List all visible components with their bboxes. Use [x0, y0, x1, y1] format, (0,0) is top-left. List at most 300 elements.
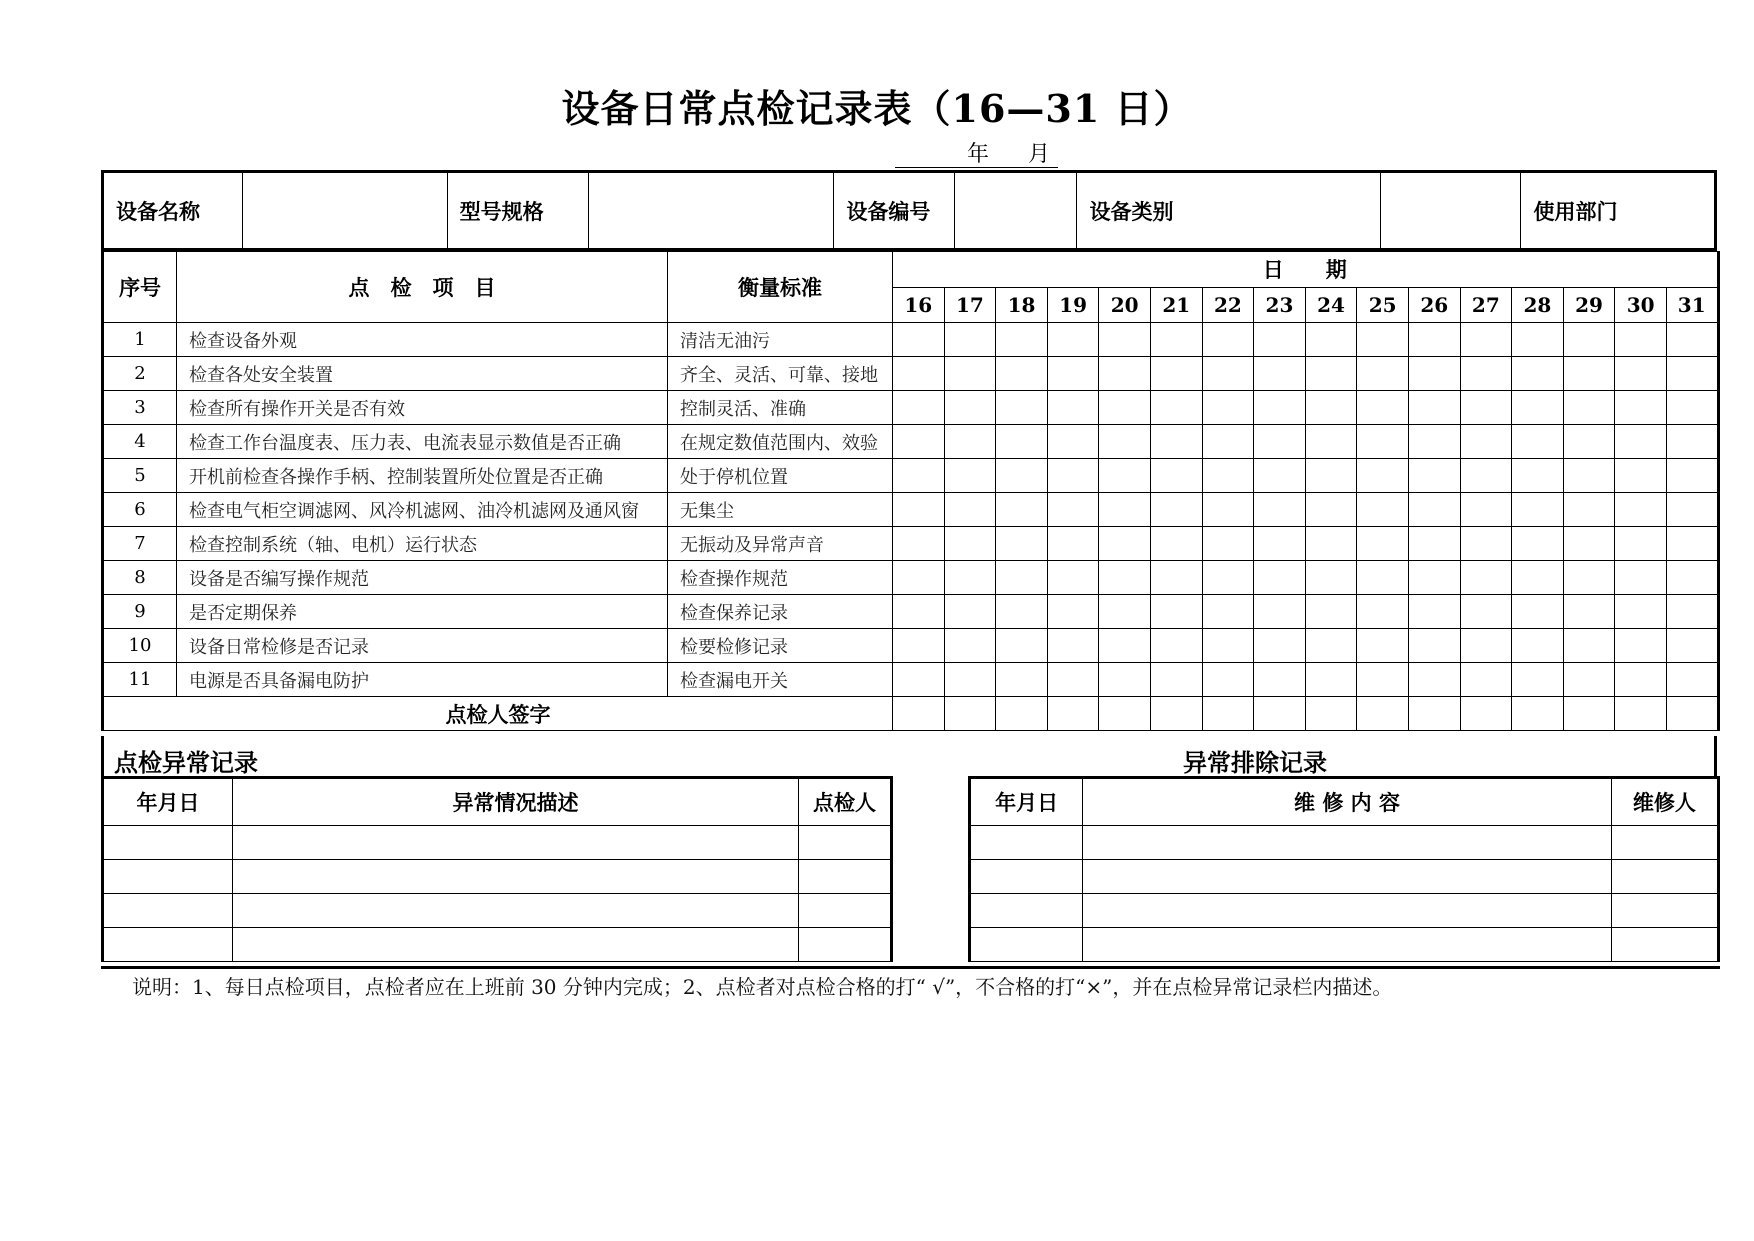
inspection-item: 检查设备外观	[177, 323, 668, 357]
check-cell-day-26[interactable]	[1408, 323, 1460, 357]
check-cell-day-23[interactable]	[1254, 459, 1306, 493]
check-cell-day-23[interactable]	[1254, 595, 1306, 629]
check-cell-day-22[interactable]	[1202, 357, 1254, 391]
check-cell-day-28[interactable]	[1512, 561, 1564, 595]
check-cell-day-17[interactable]	[944, 527, 996, 561]
measure-standard: 齐全、灵活、可靠、接地	[668, 357, 893, 391]
signature-cell-day-19[interactable]	[1047, 697, 1099, 731]
repair-repairer-cell[interactable]	[1611, 894, 1718, 928]
check-cell-day-25[interactable]	[1357, 323, 1409, 357]
check-cell-day-31[interactable]	[1666, 391, 1718, 425]
checklist-row	[103, 391, 1719, 425]
signature-row	[103, 697, 1719, 731]
check-cell-day-24[interactable]	[1305, 425, 1357, 459]
check-cell-day-20[interactable]	[1099, 323, 1151, 357]
check-cell-day-22[interactable]	[1202, 323, 1254, 357]
check-cell-day-17[interactable]	[944, 663, 996, 697]
check-cell-day-30[interactable]	[1615, 459, 1667, 493]
check-cell-day-29[interactable]	[1563, 527, 1615, 561]
check-cell-day-19[interactable]	[1047, 527, 1099, 561]
check-cell-day-22[interactable]	[1202, 425, 1254, 459]
checklist-row	[103, 663, 1719, 697]
check-cell-day-19[interactable]	[1047, 493, 1099, 527]
exception-inspector-cell[interactable]	[799, 928, 892, 962]
check-cell-day-23[interactable]	[1254, 561, 1306, 595]
measure-standard: 检要检修记录	[668, 629, 893, 663]
date-header: 日 期	[893, 252, 1719, 288]
instructions-note: 说明：1、每日点检项目，点检者应在上班前 30 分钟内完成；2、点检者对点检合格的打“ √”，不合格的打“×”，并在点检异常记录栏内描述。	[132, 975, 1393, 999]
check-cell-day-17[interactable]	[944, 425, 996, 459]
check-cell-day-28[interactable]	[1512, 459, 1564, 493]
check-cell-day-25[interactable]	[1357, 527, 1409, 561]
check-cell-day-30[interactable]	[1615, 663, 1667, 697]
signature-cell-day-16[interactable]	[893, 697, 945, 731]
check-cell-day-16[interactable]	[893, 323, 945, 357]
check-cell-day-24[interactable]	[1305, 357, 1357, 391]
repair-row	[970, 826, 1719, 860]
check-cell-day-30[interactable]	[1615, 323, 1667, 357]
seq-header: 序号	[103, 252, 177, 323]
inspection-item: 开机前检查各操作手柄、控制装置所处位置是否正确	[177, 459, 668, 493]
check-cell-day-16[interactable]	[893, 425, 945, 459]
check-cell-day-28[interactable]	[1512, 493, 1564, 527]
check-cell-day-27[interactable]	[1460, 595, 1512, 629]
check-cell-day-20[interactable]	[1099, 629, 1151, 663]
check-cell-day-24[interactable]	[1305, 527, 1357, 561]
standard-header: 衡量标准	[668, 252, 893, 323]
check-cell-day-26[interactable]	[1408, 459, 1460, 493]
check-cell-day-17[interactable]	[944, 323, 996, 357]
exception-date-cell[interactable]	[103, 826, 233, 860]
repair-content-cell[interactable]	[1083, 894, 1611, 928]
check-cell-day-23[interactable]	[1254, 493, 1306, 527]
model-spec-field[interactable]	[589, 172, 834, 250]
repair-content-header: 维 修 内 容	[1083, 778, 1611, 826]
inspection-item: 设备日常检修是否记录	[177, 629, 668, 663]
checklist-row	[103, 425, 1719, 459]
inspection-item: 检查电气柜空调滤网、风冷机滤网、油冷机滤网及通风窗	[177, 493, 668, 527]
check-cell-day-21[interactable]	[1150, 459, 1202, 493]
check-cell-day-16[interactable]	[893, 561, 945, 595]
check-cell-day-22[interactable]	[1202, 459, 1254, 493]
check-cell-day-19[interactable]	[1047, 459, 1099, 493]
check-cell-day-16[interactable]	[893, 391, 945, 425]
equipment-no-field[interactable]	[955, 172, 1077, 250]
check-cell-day-31[interactable]	[1666, 323, 1718, 357]
check-cell-day-19[interactable]	[1047, 663, 1099, 697]
check-cell-day-16[interactable]	[893, 459, 945, 493]
check-cell-day-31[interactable]	[1666, 493, 1718, 527]
year-label: 年	[967, 142, 990, 167]
check-cell-day-16[interactable]	[893, 493, 945, 527]
day-header-27: 27	[1460, 287, 1512, 323]
repair-row	[970, 928, 1719, 962]
day-header-28: 28	[1512, 287, 1564, 323]
check-cell-day-17[interactable]	[944, 629, 996, 663]
repair-date-cell[interactable]	[970, 860, 1083, 894]
exception-row	[103, 826, 892, 860]
check-cell-day-24[interactable]	[1305, 493, 1357, 527]
check-cell-day-28[interactable]	[1512, 357, 1564, 391]
check-cell-day-19[interactable]	[1047, 391, 1099, 425]
day-header-25: 25	[1357, 287, 1409, 323]
exception-description-cell[interactable]	[233, 894, 799, 928]
repair-date-cell[interactable]	[970, 928, 1083, 962]
check-cell-day-21[interactable]	[1150, 527, 1202, 561]
model-spec-label: 型号规格	[447, 172, 589, 250]
check-cell-day-28[interactable]	[1512, 595, 1564, 629]
check-cell-day-28[interactable]	[1512, 425, 1564, 459]
check-cell-day-31[interactable]	[1666, 459, 1718, 493]
checklist-row	[103, 357, 1719, 391]
signature-cell-day-21[interactable]	[1150, 697, 1202, 731]
signature-cell-day-30[interactable]	[1615, 697, 1667, 731]
measure-standard: 在规定数值范围内、效验	[668, 425, 893, 459]
measure-standard: 检查保养记录	[668, 595, 893, 629]
check-cell-day-30[interactable]	[1615, 595, 1667, 629]
inspection-item: 设备是否编写操作规范	[177, 561, 668, 595]
exception-description-cell[interactable]	[233, 826, 799, 860]
check-cell-day-20[interactable]	[1099, 595, 1151, 629]
check-cell-day-30[interactable]	[1615, 527, 1667, 561]
check-cell-day-31[interactable]	[1666, 561, 1718, 595]
year-month-line[interactable]	[895, 137, 1058, 168]
equipment-no-label: 设备编号	[834, 172, 955, 250]
check-cell-day-19[interactable]	[1047, 595, 1099, 629]
measure-standard: 无振动及异常声音	[668, 527, 893, 561]
check-cell-day-28[interactable]	[1512, 629, 1564, 663]
exception-description-cell[interactable]	[233, 928, 799, 962]
row-number: 2	[103, 357, 177, 391]
check-cell-day-26[interactable]	[1408, 391, 1460, 425]
check-cell-day-19[interactable]	[1047, 357, 1099, 391]
day-header-16: 16	[893, 287, 945, 323]
check-cell-day-26[interactable]	[1408, 357, 1460, 391]
check-cell-day-26[interactable]	[1408, 663, 1460, 697]
row-number: 7	[103, 527, 177, 561]
check-cell-day-20[interactable]	[1099, 663, 1151, 697]
check-cell-day-31[interactable]	[1666, 357, 1718, 391]
check-cell-day-24[interactable]	[1305, 663, 1357, 697]
check-cell-day-22[interactable]	[1202, 391, 1254, 425]
check-cell-day-22[interactable]	[1202, 663, 1254, 697]
signature-cell-day-22[interactable]	[1202, 697, 1254, 731]
check-cell-day-26[interactable]	[1408, 595, 1460, 629]
day-header-30: 30	[1615, 287, 1667, 323]
check-cell-day-17[interactable]	[944, 561, 996, 595]
check-cell-day-21[interactable]	[1150, 493, 1202, 527]
check-cell-day-27[interactable]	[1460, 425, 1512, 459]
check-cell-day-24[interactable]	[1305, 459, 1357, 493]
signature-cell-day-20[interactable]	[1099, 697, 1151, 731]
check-cell-day-29[interactable]	[1563, 595, 1615, 629]
day-header-20: 20	[1099, 287, 1151, 323]
signature-cell-day-17[interactable]	[944, 697, 996, 731]
exception-date-cell[interactable]	[103, 894, 233, 928]
equipment-type-field[interactable]	[1381, 172, 1521, 250]
exception-inspector-header: 点检人	[799, 778, 892, 826]
check-cell-day-24[interactable]	[1305, 391, 1357, 425]
exception-description-cell[interactable]	[233, 860, 799, 894]
inspection-item: 检查所有操作开关是否有效	[177, 391, 668, 425]
check-cell-day-16[interactable]	[893, 357, 945, 391]
signature-cell-day-28[interactable]	[1512, 697, 1564, 731]
check-cell-day-25[interactable]	[1357, 629, 1409, 663]
checklist-row	[103, 561, 1719, 595]
inspection-item: 检查工作台温度表、压力表、电流表显示数值是否正确	[177, 425, 668, 459]
equipment-name-field[interactable]	[243, 172, 447, 250]
check-cell-day-23[interactable]	[1254, 425, 1306, 459]
row-number: 11	[103, 663, 177, 697]
check-cell-day-20[interactable]	[1099, 459, 1151, 493]
day-header-31: 31	[1666, 287, 1718, 323]
check-cell-day-30[interactable]	[1615, 629, 1667, 663]
signature-cell-day-31[interactable]	[1666, 697, 1718, 731]
check-cell-day-27[interactable]	[1460, 527, 1512, 561]
check-cell-day-30[interactable]	[1615, 425, 1667, 459]
check-cell-day-17[interactable]	[944, 459, 996, 493]
check-cell-day-27[interactable]	[1460, 323, 1512, 357]
check-cell-day-20[interactable]	[1099, 425, 1151, 459]
check-cell-day-30[interactable]	[1615, 561, 1667, 595]
day-header-18: 18	[996, 287, 1048, 323]
check-cell-day-31[interactable]	[1666, 629, 1718, 663]
check-cell-day-29[interactable]	[1563, 663, 1615, 697]
check-cell-day-21[interactable]	[1150, 425, 1202, 459]
exception-inspector-cell[interactable]	[799, 826, 892, 860]
check-cell-day-31[interactable]	[1666, 425, 1718, 459]
check-cell-day-31[interactable]	[1666, 527, 1718, 561]
check-cell-day-28[interactable]	[1512, 391, 1564, 425]
check-cell-day-18[interactable]	[996, 527, 1048, 561]
check-cell-day-23[interactable]	[1254, 629, 1306, 663]
check-cell-day-29[interactable]	[1563, 561, 1615, 595]
check-cell-day-28[interactable]	[1512, 527, 1564, 561]
check-cell-day-17[interactable]	[944, 595, 996, 629]
check-cell-day-29[interactable]	[1563, 493, 1615, 527]
day-header-22: 22	[1202, 287, 1254, 323]
repair-content-cell[interactable]	[1083, 860, 1611, 894]
check-cell-day-18[interactable]	[996, 595, 1048, 629]
check-cell-day-26[interactable]	[1408, 561, 1460, 595]
check-cell-day-19[interactable]	[1047, 629, 1099, 663]
check-cell-day-27[interactable]	[1460, 629, 1512, 663]
exception-date-header: 年月日	[103, 778, 233, 826]
check-cell-day-29[interactable]	[1563, 629, 1615, 663]
repair-content-cell[interactable]	[1083, 928, 1611, 962]
check-cell-day-23[interactable]	[1254, 527, 1306, 561]
check-cell-day-29[interactable]	[1563, 459, 1615, 493]
signature-cell-day-23[interactable]	[1254, 697, 1306, 731]
check-cell-day-23[interactable]	[1254, 323, 1306, 357]
check-cell-day-20[interactable]	[1099, 493, 1151, 527]
check-cell-day-22[interactable]	[1202, 595, 1254, 629]
signature-cell-day-27[interactable]	[1460, 697, 1512, 731]
inspection-item: 是否定期保养	[177, 595, 668, 629]
check-cell-day-21[interactable]	[1150, 629, 1202, 663]
repair-date-cell[interactable]	[970, 894, 1083, 928]
check-cell-day-25[interactable]	[1357, 459, 1409, 493]
check-cell-day-21[interactable]	[1150, 323, 1202, 357]
check-cell-day-21[interactable]	[1150, 561, 1202, 595]
exception-description-header: 异常情况描述	[233, 778, 799, 826]
row-number: 6	[103, 493, 177, 527]
check-cell-day-22[interactable]	[1202, 527, 1254, 561]
department-label: 使用部门	[1521, 172, 1716, 250]
check-cell-day-24[interactable]	[1305, 323, 1357, 357]
check-cell-day-31[interactable]	[1666, 595, 1718, 629]
exception-row	[103, 894, 892, 928]
check-cell-day-27[interactable]	[1460, 391, 1512, 425]
check-cell-day-24[interactable]	[1305, 629, 1357, 663]
check-cell-day-18[interactable]	[996, 323, 1048, 357]
checklist-row	[103, 493, 1719, 527]
signature-cell-day-26[interactable]	[1408, 697, 1460, 731]
check-cell-day-29[interactable]	[1563, 323, 1615, 357]
check-cell-day-25[interactable]	[1357, 493, 1409, 527]
check-cell-day-20[interactable]	[1099, 391, 1151, 425]
check-cell-day-21[interactable]	[1150, 663, 1202, 697]
check-cell-day-18[interactable]	[996, 357, 1048, 391]
checklist-row	[103, 629, 1719, 663]
check-cell-day-24[interactable]	[1305, 595, 1357, 629]
measure-standard: 检查漏电开关	[668, 663, 893, 697]
check-cell-day-16[interactable]	[893, 663, 945, 697]
check-cell-day-30[interactable]	[1615, 391, 1667, 425]
signature-cell-day-24[interactable]	[1305, 697, 1357, 731]
repairer-header: 维修人	[1611, 778, 1718, 826]
check-cell-day-16[interactable]	[893, 629, 945, 663]
exception-inspector-cell[interactable]	[799, 894, 892, 928]
exception-inspector-cell[interactable]	[799, 860, 892, 894]
check-cell-day-30[interactable]	[1615, 493, 1667, 527]
check-cell-day-31[interactable]	[1666, 663, 1718, 697]
check-cell-day-27[interactable]	[1460, 493, 1512, 527]
exception-date-cell[interactable]	[103, 928, 233, 962]
check-cell-day-29[interactable]	[1563, 357, 1615, 391]
check-cell-day-19[interactable]	[1047, 323, 1099, 357]
check-cell-day-17[interactable]	[944, 391, 996, 425]
check-cell-day-16[interactable]	[893, 527, 945, 561]
measure-standard: 检查操作规范	[668, 561, 893, 595]
day-header-23: 23	[1254, 287, 1306, 323]
check-cell-day-18[interactable]	[996, 391, 1048, 425]
check-cell-day-25[interactable]	[1357, 357, 1409, 391]
check-cell-day-27[interactable]	[1460, 459, 1512, 493]
check-cell-day-27[interactable]	[1460, 663, 1512, 697]
month-label: 月	[1028, 142, 1051, 167]
measure-standard: 清洁无油污	[668, 323, 893, 357]
checklist-row	[103, 323, 1719, 357]
signature-cell-day-25[interactable]	[1357, 697, 1409, 731]
item-header: 点 检 项 目	[177, 252, 668, 323]
check-cell-day-19[interactable]	[1047, 561, 1099, 595]
check-cell-day-26[interactable]	[1408, 629, 1460, 663]
check-cell-day-22[interactable]	[1202, 561, 1254, 595]
measure-standard: 无集尘	[668, 493, 893, 527]
check-cell-day-18[interactable]	[996, 629, 1048, 663]
check-cell-day-21[interactable]	[1150, 595, 1202, 629]
check-cell-day-18[interactable]	[996, 561, 1048, 595]
signature-cell-day-18[interactable]	[996, 697, 1048, 731]
check-cell-day-27[interactable]	[1460, 561, 1512, 595]
day-header-21: 21	[1150, 287, 1202, 323]
check-cell-day-18[interactable]	[996, 493, 1048, 527]
check-cell-day-17[interactable]	[944, 493, 996, 527]
checklist-row	[103, 459, 1719, 493]
check-cell-day-28[interactable]	[1512, 663, 1564, 697]
check-cell-day-21[interactable]	[1150, 391, 1202, 425]
signature-label: 点检人签字	[103, 697, 893, 731]
repair-row	[970, 894, 1719, 928]
measure-standard: 控制灵活、准确	[668, 391, 893, 425]
row-number: 3	[103, 391, 177, 425]
check-cell-day-25[interactable]	[1357, 595, 1409, 629]
inspection-item: 检查各处安全装置	[177, 357, 668, 391]
exception-row	[103, 928, 892, 962]
check-cell-day-25[interactable]	[1357, 391, 1409, 425]
row-number: 10	[103, 629, 177, 663]
check-cell-day-29[interactable]	[1563, 425, 1615, 459]
measure-standard: 处于停机位置	[668, 459, 893, 493]
check-cell-day-20[interactable]	[1099, 561, 1151, 595]
day-header-24: 24	[1305, 287, 1357, 323]
check-cell-day-20[interactable]	[1099, 357, 1151, 391]
row-number: 1	[103, 323, 177, 357]
repair-content-cell[interactable]	[1083, 826, 1611, 860]
check-cell-day-23[interactable]	[1254, 663, 1306, 697]
day-header-26: 26	[1408, 287, 1460, 323]
check-cell-day-25[interactable]	[1357, 663, 1409, 697]
check-cell-day-27[interactable]	[1460, 357, 1512, 391]
check-cell-day-23[interactable]	[1254, 357, 1306, 391]
row-number: 9	[103, 595, 177, 629]
check-cell-day-25[interactable]	[1357, 425, 1409, 459]
check-cell-day-16[interactable]	[893, 595, 945, 629]
check-cell-day-26[interactable]	[1408, 527, 1460, 561]
section-bottom-border	[101, 966, 1720, 969]
check-cell-day-23[interactable]	[1254, 391, 1306, 425]
check-cell-day-26[interactable]	[1408, 493, 1460, 527]
checklist-row	[103, 527, 1719, 561]
repair-repairer-cell[interactable]	[1611, 826, 1718, 860]
check-cell-day-22[interactable]	[1202, 493, 1254, 527]
record-section-band	[101, 736, 1717, 778]
check-cell-day-17[interactable]	[944, 357, 996, 391]
equipment-type-label: 设备类别	[1077, 172, 1381, 250]
check-cell-day-25[interactable]	[1357, 561, 1409, 595]
check-cell-day-19[interactable]	[1047, 425, 1099, 459]
check-cell-day-26[interactable]	[1408, 425, 1460, 459]
signature-cell-day-29[interactable]	[1563, 697, 1615, 731]
check-cell-day-22[interactable]	[1202, 629, 1254, 663]
check-cell-day-18[interactable]	[996, 425, 1048, 459]
check-cell-day-28[interactable]	[1512, 323, 1564, 357]
repair-repairer-cell[interactable]	[1611, 928, 1718, 962]
repair-repairer-cell[interactable]	[1611, 860, 1718, 894]
repair-date-cell[interactable]	[970, 826, 1083, 860]
check-cell-day-29[interactable]	[1563, 391, 1615, 425]
checklist-row	[103, 595, 1719, 629]
exception-date-cell[interactable]	[103, 860, 233, 894]
check-cell-day-30[interactable]	[1615, 357, 1667, 391]
check-cell-day-20[interactable]	[1099, 527, 1151, 561]
check-cell-day-18[interactable]	[996, 663, 1048, 697]
check-cell-day-18[interactable]	[996, 459, 1048, 493]
check-cell-day-21[interactable]	[1150, 357, 1202, 391]
check-cell-day-24[interactable]	[1305, 561, 1357, 595]
row-number: 8	[103, 561, 177, 595]
